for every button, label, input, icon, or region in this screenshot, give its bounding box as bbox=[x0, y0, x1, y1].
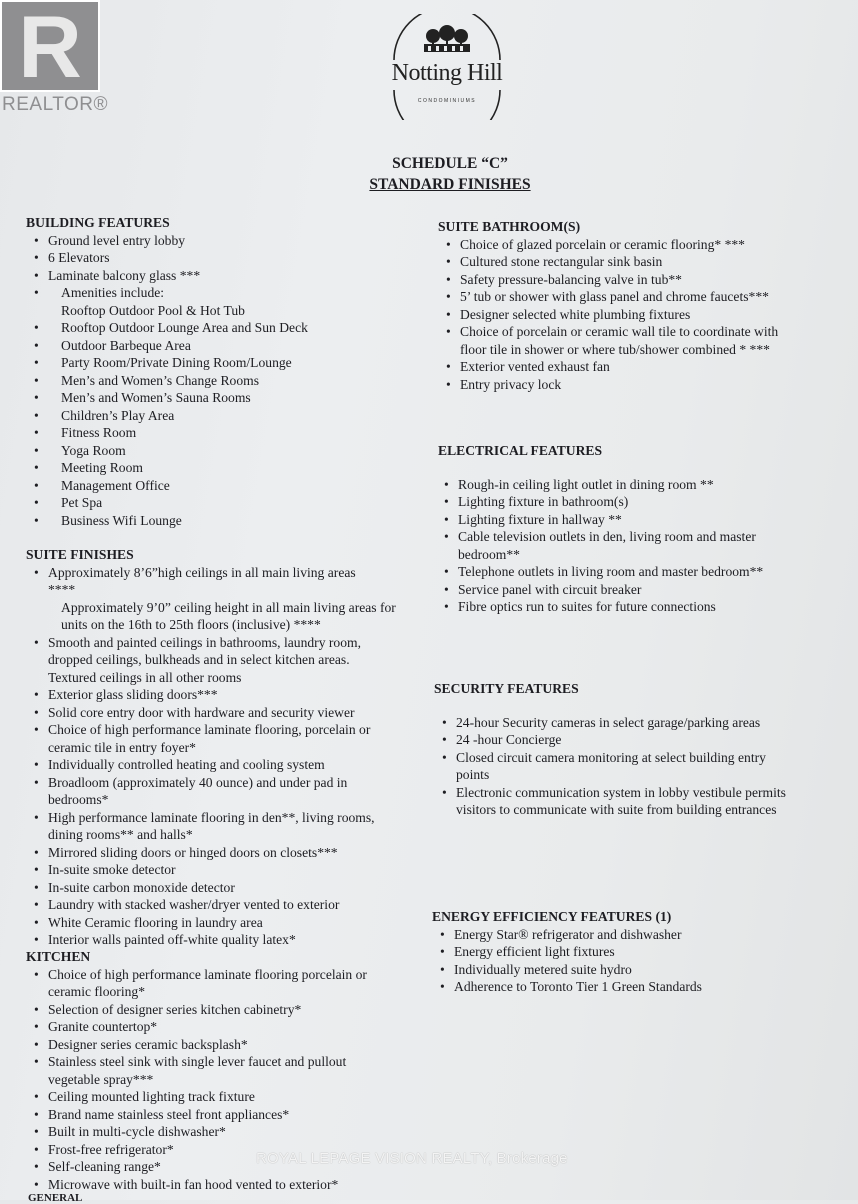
bathroom-list bbox=[438, 236, 848, 394]
list-item-line: dining rooms** and halls* bbox=[48, 827, 193, 842]
amenity-item: • Men’s and Women’s Change Rooms bbox=[26, 372, 426, 390]
document-title: SCHEDULE “C” bbox=[392, 155, 508, 172]
list-item bbox=[26, 1001, 426, 1019]
list-item bbox=[26, 1088, 426, 1106]
list-item-line: Energy efficient light fixtures bbox=[454, 944, 615, 959]
list-item bbox=[434, 714, 844, 732]
list-item bbox=[26, 1123, 426, 1141]
list-item-line: In-suite smoke detector bbox=[48, 862, 176, 877]
brand-name: Notting Hill bbox=[391, 60, 503, 86]
amenity-item: • Business Wifi Lounge bbox=[26, 512, 426, 530]
list-item bbox=[26, 634, 426, 687]
amenities-label-text: Amenities include: bbox=[61, 285, 165, 300]
list-item-line: Energy Star® refrigerator and dishwasher bbox=[454, 926, 682, 942]
list-item bbox=[26, 599, 426, 634]
list-item-line: Rough-in ceiling light outlet in dining room ** bbox=[458, 476, 714, 492]
list-item-line: Choice of porcelain or ceramic wall tile to coordinate with bbox=[460, 324, 779, 339]
list-item-line: Microwave with built-in fan hood vented to exterior* bbox=[48, 1176, 339, 1192]
list-item bbox=[436, 598, 848, 616]
list-item-line: Frost-free refrigerator* bbox=[48, 1141, 174, 1157]
list-item-line: Lighting fixture in bathroom(s) bbox=[458, 494, 629, 509]
list-item-line: Lighting fixture in hallway ** bbox=[458, 511, 622, 527]
list-item-line: Adherence to Toronto Tier 1 Green Standards bbox=[454, 979, 702, 994]
brand-subtitle: CONDOMINIUMS bbox=[417, 98, 477, 104]
list-item bbox=[434, 731, 844, 749]
notting-hill-logo bbox=[386, 14, 508, 120]
list-item bbox=[26, 879, 426, 897]
list-item bbox=[432, 961, 842, 979]
list-item bbox=[432, 943, 842, 961]
left-column bbox=[26, 214, 426, 529]
amenity-item: • Pet Spa bbox=[26, 494, 426, 512]
list-item bbox=[26, 1106, 426, 1124]
list-item-line: Cultured stone rectangular sink basin bbox=[460, 254, 663, 269]
list-item-line: Self-cleaning range* bbox=[48, 1159, 161, 1174]
list-item-line: Individually controlled heating and cooling system bbox=[48, 757, 325, 772]
bathroom-section bbox=[438, 218, 848, 393]
amenity-item: • Outdoor Barbeque Area bbox=[26, 337, 426, 355]
electrical-list bbox=[436, 476, 848, 616]
list-item-line: Granite countertop* bbox=[48, 1019, 158, 1034]
section-heading-bathroom: SUITE BATHROOM(S) bbox=[438, 219, 581, 234]
list-item bbox=[438, 288, 848, 306]
list-item-line: floor tile in shower or where tub/shower combined * *** bbox=[460, 341, 770, 357]
list-item bbox=[432, 978, 842, 996]
list-item-line: Closed circuit camera monitoring at select building entry bbox=[456, 749, 766, 765]
realtor-logo bbox=[0, 0, 108, 122]
list-item-line: Built in multi-cycle dishwasher* bbox=[48, 1124, 226, 1139]
list-item bbox=[436, 511, 848, 529]
list-item bbox=[438, 323, 848, 358]
list-item-line: visitors to communicate with suite from building entrances bbox=[456, 802, 777, 817]
amenities-label bbox=[26, 284, 426, 319]
list-item bbox=[26, 564, 426, 599]
list-item bbox=[26, 1176, 426, 1194]
list-item-line: Exterior glass sliding doors*** bbox=[48, 687, 218, 702]
amenity-item: • Men’s and Women’s Sauna Rooms bbox=[26, 389, 426, 407]
list-item bbox=[438, 236, 848, 254]
realtor-logo-letter: R bbox=[18, 0, 82, 96]
list-item-line: 24-hour Security cameras in select garage/parking areas bbox=[456, 714, 761, 730]
list-item-line: Mirrored sliding doors or hinged doors on closets*** bbox=[48, 844, 338, 860]
list-item-line: Selection of designer series kitchen cabinetry* bbox=[48, 1001, 302, 1017]
list-item bbox=[26, 896, 426, 914]
amenity-item: • Children’s Play Area bbox=[26, 407, 426, 425]
list-item-line: Brand name stainless steel front appliances* bbox=[48, 1106, 290, 1122]
list-item bbox=[26, 861, 426, 879]
suite-finishes-list bbox=[26, 564, 426, 949]
list-item bbox=[26, 704, 426, 722]
list-item-line: Laundry with stacked washer/dryer vented to exterior bbox=[48, 897, 340, 912]
list-item bbox=[26, 1053, 426, 1088]
list-item bbox=[26, 966, 426, 1001]
list-item-line: Designer series ceramic backsplash* bbox=[48, 1036, 248, 1052]
list-item-line: Telephone outlets in living room and master bedroom** bbox=[458, 564, 764, 579]
realtor-logo-word: REALTOR® bbox=[2, 94, 108, 115]
list-item bbox=[438, 271, 848, 289]
list-item-line: Broadloom (approximately 40 ounce) and under pad in bbox=[48, 774, 348, 790]
list-item bbox=[436, 528, 848, 563]
list-item-line: Stainless steel sink with single lever faucet and pullout bbox=[48, 1054, 347, 1069]
list-item-line: High performance laminate flooring in den**, living rooms, bbox=[48, 809, 375, 825]
amenity-item: • Yoga Room bbox=[26, 442, 426, 460]
list-item bbox=[436, 581, 848, 599]
list-item-line: Approximately 8’6”high ceilings in all main living areas bbox=[48, 564, 356, 580]
suite-finishes-section bbox=[26, 546, 426, 949]
list-item-line: ceramic tile in entry foyer* bbox=[48, 739, 196, 755]
list-item bbox=[26, 809, 426, 844]
list-item-line: Choice of high performance laminate flooring, porcelain or bbox=[48, 722, 371, 737]
list-item-line: Choice of high performance laminate flooring porcelain or bbox=[48, 966, 367, 982]
list-item bbox=[26, 1036, 426, 1054]
list-item bbox=[434, 784, 844, 819]
list-item-line: Electronic communication system in lobby vestibule permits bbox=[456, 784, 786, 800]
list-item bbox=[26, 721, 426, 756]
list-item bbox=[26, 931, 426, 949]
list-item-line: Interior walls painted off-white quality latex* bbox=[48, 932, 296, 947]
section-heading-electrical: ELECTRICAL FEATURES bbox=[438, 443, 603, 458]
list-item bbox=[434, 749, 844, 784]
document-subtitle: STANDARD FINISHES bbox=[369, 176, 531, 193]
amenity-item: • Fitness Room bbox=[26, 424, 426, 442]
building-features-list bbox=[26, 232, 426, 285]
list-item bbox=[26, 756, 426, 774]
amenity-item: • Meeting Room bbox=[26, 459, 426, 477]
list-item-line: 5’ tub or shower with glass panel and chrome faucets*** bbox=[460, 289, 769, 304]
list-item bbox=[438, 376, 848, 394]
list-item bbox=[26, 774, 426, 809]
list-item-line: **** bbox=[48, 582, 76, 597]
list-item-line: Choice of glazed porcelain or ceramic flooring* *** bbox=[460, 236, 745, 252]
list-item bbox=[438, 358, 848, 376]
list-item-line: units on the 16th to 25th floors (inclusive) **** bbox=[61, 617, 321, 632]
list-item bbox=[436, 476, 848, 494]
energy-section bbox=[432, 908, 842, 996]
list-item-line: Approximately 9’0” ceiling height in all main living areas for bbox=[61, 599, 396, 615]
list-item-line: Cable television outlets in den, living room and master bbox=[458, 529, 756, 544]
section-heading-general: GENERAL bbox=[28, 1192, 83, 1204]
amenity-item: • Party Room/Private Dining Room/Lounge bbox=[26, 354, 426, 372]
list-item-line: Ceiling mounted lighting track fixture bbox=[48, 1089, 255, 1104]
list-item-line: Smooth and painted ceilings in bathrooms, laundry room, bbox=[48, 634, 361, 650]
list-item bbox=[436, 493, 848, 511]
list-item-line: Exterior vented exhaust fan bbox=[460, 359, 610, 374]
brokerage-watermark: ROYAL LEPAGE VISION REALTY, Brokerage bbox=[256, 1150, 568, 1167]
list-item-line: Safety pressure-balancing valve in tub** bbox=[460, 271, 682, 287]
list-item bbox=[26, 686, 426, 704]
list-item-line: dropped ceilings, bulkheads and in select kitchen areas. bbox=[48, 652, 350, 667]
security-list bbox=[434, 714, 844, 819]
list-item-line: White Ceramic flooring in laundry area bbox=[48, 914, 263, 930]
list-item-line: Textured ceilings in all other rooms bbox=[48, 669, 242, 685]
amenity-item: • Management Office bbox=[26, 477, 426, 495]
list-item-line: vegetable spray*** bbox=[48, 1071, 154, 1087]
list-item-line: bedrooms* bbox=[48, 792, 109, 807]
list-item: • Ground level entry lobby bbox=[26, 232, 426, 250]
list-item-line: In-suite carbon monoxide detector bbox=[48, 879, 235, 895]
list-item bbox=[438, 253, 848, 271]
list-item-line: 24 -hour Concierge bbox=[456, 732, 562, 747]
amenity-rooftop-pool: Rooftop Outdoor Pool & Hot Tub bbox=[61, 302, 245, 318]
amenities-list bbox=[26, 284, 426, 529]
section-heading-energy: ENERGY EFFICIENCY FEATURES (1) bbox=[432, 909, 672, 924]
list-item-line: Individually metered suite hydro bbox=[454, 961, 632, 977]
list-item bbox=[432, 926, 842, 944]
section-heading-security: SECURITY FEATURES bbox=[434, 681, 579, 696]
list-item-line: Fibre optics run to suites for future connections bbox=[458, 599, 716, 614]
section-heading-kitchen: KITCHEN bbox=[26, 949, 91, 964]
security-section bbox=[434, 680, 844, 819]
list-item-line: bedroom** bbox=[458, 546, 520, 562]
list-item: • Laminate balcony glass *** bbox=[26, 267, 426, 285]
list-item-line: ceramic flooring* bbox=[48, 984, 146, 999]
list-item bbox=[436, 563, 848, 581]
list-item-line: Entry privacy lock bbox=[460, 376, 562, 392]
list-item bbox=[26, 844, 426, 862]
list-item-line: Service panel with circuit breaker bbox=[458, 581, 642, 597]
electrical-section bbox=[438, 442, 848, 616]
list-item: • 6 Elevators bbox=[26, 249, 426, 267]
section-heading-suite-finishes: SUITE FINISHES bbox=[26, 547, 134, 562]
list-item bbox=[438, 306, 848, 324]
list-item bbox=[26, 914, 426, 932]
section-heading-building: BUILDING FEATURES bbox=[26, 215, 170, 230]
energy-list bbox=[432, 926, 842, 996]
list-item-line: points bbox=[456, 767, 490, 782]
amenity-item: • Rooftop Outdoor Lounge Area and Sun Deck bbox=[26, 319, 426, 337]
list-item-line: Designer selected white plumbing fixtures bbox=[460, 306, 691, 322]
list-item-line: Solid core entry door with hardware and security viewer bbox=[48, 704, 355, 720]
list-item bbox=[26, 1018, 426, 1036]
